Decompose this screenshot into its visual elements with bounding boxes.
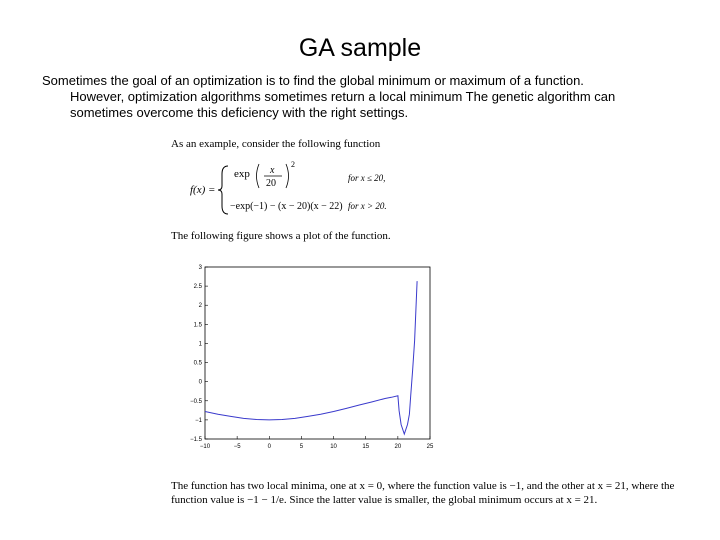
x-axis-ticks	[200, 436, 434, 450]
conclusion-line-2: function value is −1 − 1/e. Since the latter value is smaller, the global minimum occurs at x = 21.	[171, 494, 598, 506]
intro-paragraph	[42, 73, 692, 121]
case2-expression: −exp(−1) − (x − 20)(x − 22)	[230, 201, 343, 212]
x-tick-label: −10	[199, 444, 211, 450]
conclusion-line-1: The function has two local minima, one at x = 0, where the function value is −1, and the other at x = 21, where the	[171, 480, 675, 492]
x-tick-label: −5	[233, 444, 241, 450]
intro-line-1: Sometimes the goal of an optimization is to find the global minimum or maximum of a function.	[42, 73, 584, 88]
y-tick-label: −1.5	[190, 437, 202, 443]
plot-frame	[205, 267, 430, 439]
case1-condition: for x ≤ 20,	[348, 173, 386, 183]
y-tick-label: 0.5	[193, 360, 202, 367]
x-tick-label: 15	[362, 444, 370, 450]
case1-denominator: 20	[266, 178, 276, 189]
y-tick-label: −0.5	[190, 398, 202, 405]
intro-line-3: sometimes overcome this deficiency with the right settings.	[70, 105, 409, 120]
y-tick-label: 1	[198, 341, 202, 348]
x-tick-label: 5	[299, 444, 304, 450]
conclusion-text	[171, 479, 701, 507]
x-tick-label: 20	[394, 444, 402, 450]
y-tick-label: −1	[195, 417, 202, 424]
y-tick-label: 2.5	[193, 284, 202, 291]
y-tick-label: 0	[198, 379, 202, 386]
function-plot	[185, 262, 435, 462]
x-tick-label: 10	[330, 444, 337, 450]
figure-caption-text: The following figure shows a plot of the function.	[171, 230, 391, 242]
y-tick-label: 1.5	[193, 322, 202, 329]
case2-condition: for x > 20.	[348, 201, 387, 211]
intro-line-2: However, optimization algorithms sometimes return a local minimum The genetic algorithm can	[70, 89, 616, 104]
series-line-f	[205, 281, 417, 434]
case1-numerator: x	[270, 165, 275, 176]
case1-open-paren	[257, 164, 260, 188]
left-brace	[218, 166, 228, 214]
y-tick-label: 3	[198, 265, 202, 271]
equation-lhs: f(x) =	[190, 184, 216, 196]
case1-exp: exp	[234, 168, 250, 180]
x-tick-label: 25	[426, 444, 434, 450]
x-tick-label: 0	[267, 444, 271, 450]
case1-power: 2	[291, 160, 295, 169]
y-tick-label: 2	[198, 303, 202, 310]
example-text: As an example, consider the following function	[171, 138, 381, 150]
case1-close-paren	[286, 164, 289, 188]
slide-title: GA sample	[298, 34, 422, 62]
piecewise-equation	[170, 160, 410, 220]
